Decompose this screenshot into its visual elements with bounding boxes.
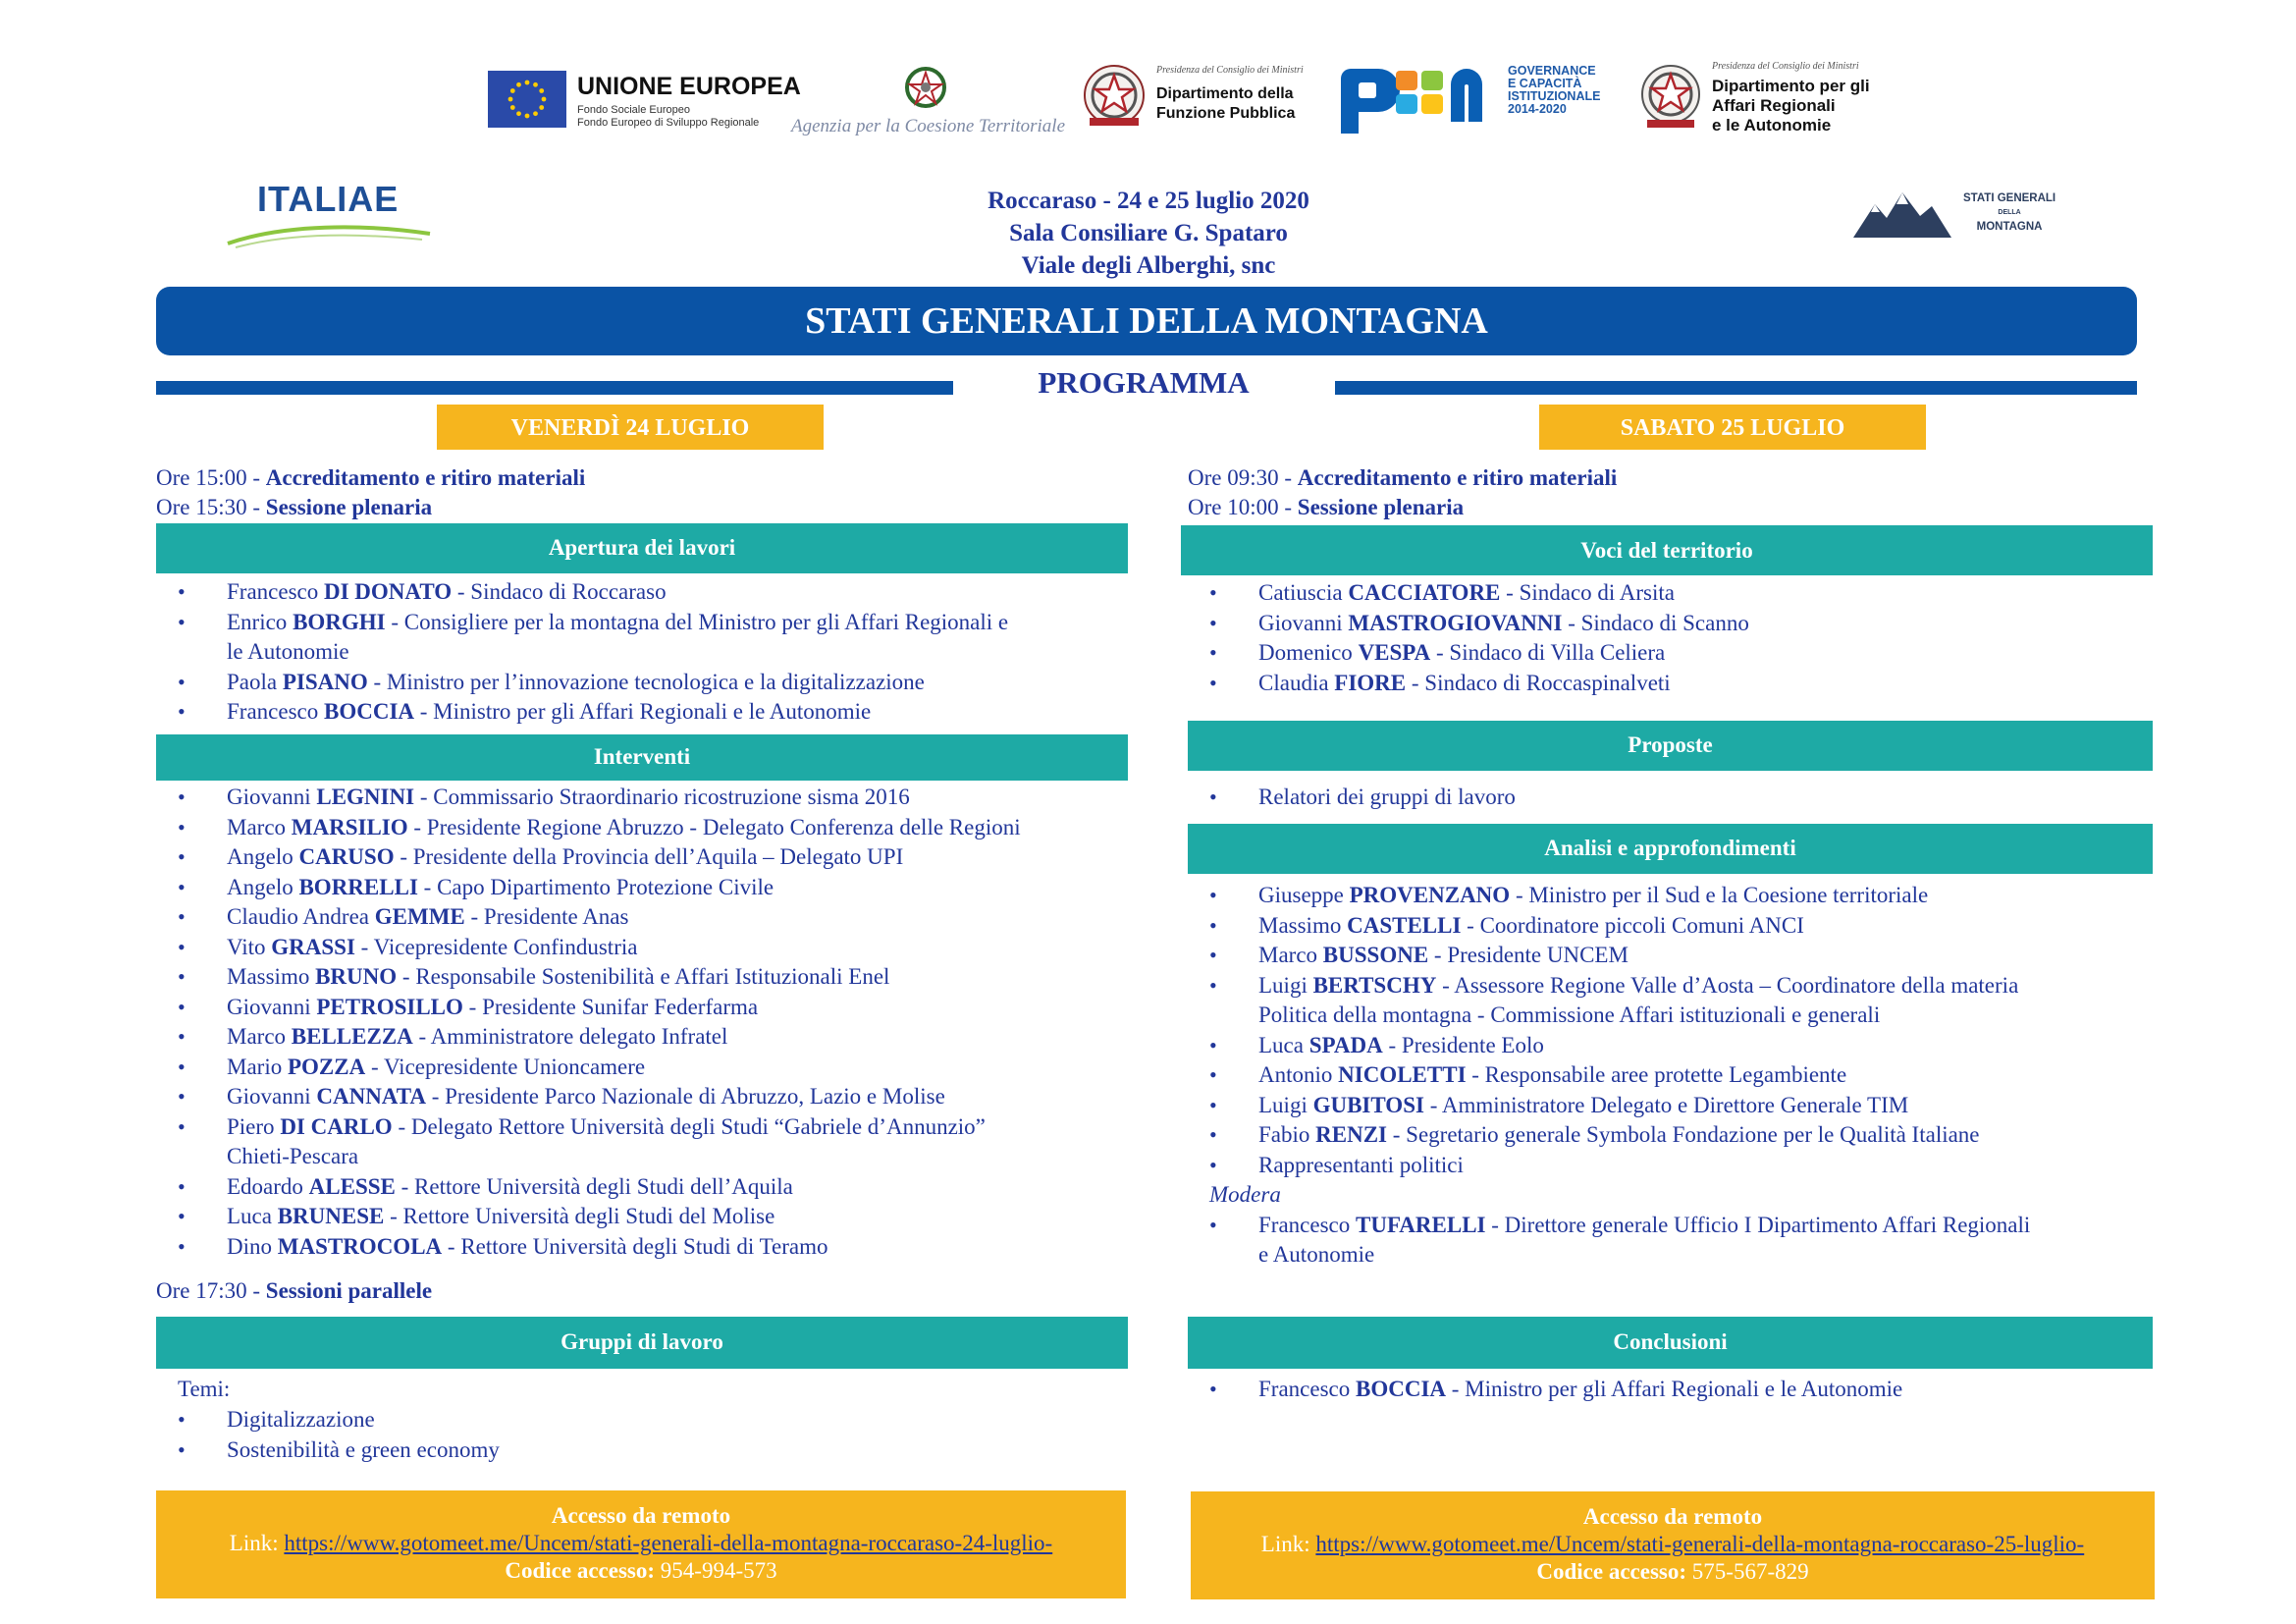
list-item: • Claudia FIORE - Sindaco di Roccaspinalveti — [1188, 669, 2153, 699]
speaker-surname: VESPA — [1358, 640, 1431, 665]
section-interventi: Interventi — [156, 734, 1128, 781]
schedule-line: Ore 15:30 - Sessione plenaria — [156, 495, 433, 519]
mountain-logo-icon — [1853, 187, 1951, 241]
remote-access-title: Accesso da remoto — [1582, 1504, 1763, 1529]
eu-flag-logo — [488, 71, 566, 128]
list-item: • Edoardo ALESSE - Rettore Università degli Studi dell’Aquila — [156, 1172, 1128, 1203]
list-item: • Digitalizzazione — [156, 1405, 1128, 1435]
speaker-list-interventi — [156, 783, 1128, 1262]
programma-heading: PROGRAMMA — [1038, 365, 1250, 400]
schedule-line: Ore 15:00 - Accreditamento e ritiro materiali — [156, 465, 586, 490]
venue-address: Viale degli Alberghi, snc — [1021, 252, 1276, 279]
divider-left — [156, 381, 953, 395]
list-item: • Francesco TUFARELLI - Direttore generale Ufficio I Dipartimento Affari Regionali e Autonomie — [1188, 1211, 2153, 1271]
remote-access-title: Accesso da remoto — [551, 1503, 731, 1528]
list-item: • Catiuscia CACCIATORE - Sindaco di Arsita — [1188, 578, 2153, 609]
list-item: • Francesco BOCCIA - Ministro per gli Affari Regionali e le Autonomie — [156, 697, 1128, 728]
speaker-surname: RENZI — [1315, 1122, 1387, 1147]
dfp-presidenza: Presidenza del Consiglio dei Ministri — [1156, 65, 1304, 76]
modera-label: Modera — [1209, 1182, 1281, 1207]
italiae-swoosh-icon — [226, 210, 432, 249]
montagna-logo-text: STATI GENERALI DELLA MONTAGNA — [1963, 192, 2056, 233]
speaker-surname: GRASSI — [271, 934, 355, 959]
pon-logo — [1335, 65, 1507, 135]
remote-access-box-saturday — [1191, 1491, 2155, 1599]
list-item: • Angelo BORRELLI - Capo Dipartimento Protezione Civile — [156, 873, 1128, 903]
list-item: • Francesco BOCCIA - Ministro per gli Affari Regionali e le Autonomie — [1188, 1375, 2153, 1405]
pon-text: GOVERNANCE E CAPACITÀ ISTITUZIONALE 2014-2020 — [1508, 64, 1601, 116]
eu-subtitle: Fondo Sociale Europeo Fondo Europeo di Sviluppo Regionale — [577, 104, 760, 129]
speaker-surname: GEMME — [374, 904, 465, 929]
day-header-friday: VENERDÌ 24 LUGLIO — [437, 405, 824, 450]
speaker-surname: DI CARLO — [280, 1113, 393, 1139]
list-item: • Enrico BORGHI - Consigliere per la montagna del Ministro per gli Affari Regionali e le Autonomie — [156, 608, 1128, 668]
speaker-surname: BOCCIA — [324, 699, 415, 724]
list-item: • Marco MARSILIO - Presidente Regione Abruzzo - Delegato Conferenza delle Regioni — [156, 813, 1128, 843]
italian-emblem-icon — [901, 61, 950, 114]
schedule-line: Ore 10:00 - Sessione plenaria — [1188, 495, 1465, 519]
speaker-list-analisi — [1188, 881, 2153, 1271]
speaker-surname: BOCCIA — [1356, 1377, 1447, 1401]
speaker-surname: DI DONATO — [324, 579, 453, 604]
list-item: • Dino MASTROCOLA - Rettore Università degli Studi di Teramo — [156, 1232, 1128, 1263]
speaker-surname: BUSSONE — [1322, 943, 1429, 967]
speaker-surname: CANNATA — [316, 1084, 426, 1109]
speaker-surname: FIORE — [1334, 670, 1407, 695]
dfp-title: Dipartimento della Funzione Pubblica — [1156, 85, 1296, 122]
dar-presidenza: Presidenza del Consiglio dei Ministri — [1712, 61, 1859, 72]
divider-right — [1335, 381, 2137, 395]
list-item: • Massimo BRUNO - Responsabile Sostenibilità e Affari Istituzionali Enel — [156, 962, 1128, 993]
list-item: • Domenico VESPA - Sindaco di Villa Celiera — [1188, 638, 2153, 669]
schedule-line: Ore 09:30 - Accreditamento e ritiro materiali — [1188, 465, 1618, 490]
section-conclusioni: Conclusioni — [1188, 1317, 2153, 1369]
access-code-row: Codice accesso: 954-994-573 — [505, 1558, 777, 1583]
section-proposte: Proposte — [1188, 721, 2153, 771]
speaker-surname: BRUNESE — [277, 1204, 385, 1228]
list-item: • Giovanni MASTROGIOVANNI - Sindaco di Scanno — [1188, 609, 2153, 639]
list-item: • Mario POZZA - Vicepresidente Unioncamere — [156, 1053, 1128, 1083]
section-gruppi: Gruppi di lavoro — [156, 1317, 1128, 1369]
venue-block — [883, 185, 1414, 282]
list-item: • Rappresentanti politici — [1188, 1151, 2153, 1181]
list-item: • Luigi GUBITOSI - Amministratore Delegato e Direttore Generale TIM — [1188, 1091, 2153, 1121]
list-item: • Luca BRUNESE - Rettore Università degli Studi del Molise — [156, 1202, 1128, 1232]
list-item: • Relatori dei gruppi di lavoro — [1188, 783, 2153, 813]
speaker-surname: CACCIATORE — [1348, 580, 1501, 605]
remote-access-box-friday — [156, 1490, 1126, 1598]
republic-emblem-icon — [1080, 59, 1148, 132]
speaker-surname: CARUSO — [298, 844, 395, 869]
schedule-line: Ore 17:30 - Sessioni parallele — [156, 1278, 433, 1303]
venue-date: Roccaraso - 24 e 25 luglio 2020 — [988, 188, 1309, 214]
list-item: • Luca SPADA - Presidente Eolo — [1188, 1031, 2153, 1061]
proposte-list — [1188, 783, 2153, 813]
speaker-surname: LEGNINI — [316, 785, 415, 809]
day-header-saturday: SABATO 25 LUGLIO — [1539, 405, 1926, 450]
list-item: • Marco BELLEZZA - Amministratore delegato Infratel — [156, 1022, 1128, 1053]
speaker-surname: TUFARELLI — [1356, 1212, 1486, 1237]
speaker-surname: NICOLETTI — [1338, 1062, 1467, 1087]
list-item: • Paola PISANO - Ministro per l’innovazione tecnologica e la digitalizzazione — [156, 668, 1128, 698]
list-item: • Giovanni PETROSILLO - Presidente Sunifar Federfarma — [156, 993, 1128, 1023]
temi-list — [156, 1405, 1128, 1465]
remote-access-link-row: Link: https://www.gotomeet.me/Uncem/stati-generali-della-montagna-roccaraso-25-luglio- — [1260, 1532, 2085, 1556]
list-item: • Giovanni CANNATA - Presidente Parco Nazionale di Abruzzo, Lazio e Molise — [156, 1082, 1128, 1112]
italiae-logo: ITALIAE — [257, 179, 400, 219]
list-item: • Giovanni LEGNINI - Commissario Straordinario ricostruzione sisma 2016 — [156, 783, 1128, 813]
speaker-surname: ALESSE — [308, 1173, 396, 1199]
speaker-surname: POZZA — [287, 1054, 366, 1079]
speaker-surname: MASTROGIOVANNI — [1348, 610, 1563, 635]
list-item: • Massimo CASTELLI - Coordinatore piccoli Comuni ANCI — [1188, 911, 2153, 942]
eu-title: UNIONE EUROPEA — [577, 73, 801, 100]
speaker-surname: MARSILIO — [291, 814, 408, 839]
speaker-surname: SPADA — [1308, 1032, 1383, 1057]
list-item: • Sostenibilità e green economy — [156, 1435, 1128, 1466]
republic-emblem-icon — [1637, 59, 1704, 134]
list-item: • Giuseppe PROVENZANO - Ministro per il Sud e la Coesione territoriale — [1188, 881, 2153, 911]
remote-access-link-row: Link: https://www.gotomeet.me/Uncem/stati-generali-della-montagna-roccaraso-24-luglio- — [229, 1531, 1053, 1555]
speaker-list-apertura — [156, 577, 1128, 728]
meeting-link[interactable]: https://www.gotomeet.me/Uncem/stati-generali-della-montagna-roccaraso-24-luglio- — [284, 1531, 1053, 1555]
event-title-bar: STATI GENERALI DELLA MONTAGNA — [156, 287, 2137, 355]
dar-title: Dipartimento per gli Affari Regionali e le Autonomie — [1712, 77, 1870, 135]
speaker-surname: PISANO — [282, 669, 368, 694]
section-apertura: Apertura dei lavori — [156, 523, 1128, 573]
speaker-surname: MASTROCOLA — [277, 1233, 443, 1259]
speaker-list-conclusioni — [1188, 1375, 2153, 1405]
list-item: • Antonio NICOLETTI - Responsabile aree protette Legambiente — [1188, 1060, 2153, 1091]
list-item: • Piero DI CARLO - Delegato Rettore Università degli Studi “Gabriele d’Annunzio” Chieti-Pescara — [156, 1112, 1128, 1172]
speaker-surname: BRUNO — [315, 964, 398, 989]
section-voci-territorio: Voci del territorio — [1181, 525, 2153, 575]
list-item: • Claudio Andrea GEMME - Presidente Anas — [156, 902, 1128, 933]
venue-hall: Sala Consiliare G. Spataro — [1009, 220, 1288, 246]
speaker-list-voci — [1188, 578, 2153, 698]
list-item: • Francesco DI DONATO - Sindaco di Roccaraso — [156, 577, 1128, 608]
agenzia-coesione-logo: Agenzia per la Coesione Territoriale — [791, 116, 1066, 136]
speaker-surname: PETROSILLO — [316, 994, 463, 1019]
speaker-surname: BELLEZZA — [291, 1024, 413, 1049]
list-item: • Fabio RENZI - Segretario generale Symbola Fondazione per le Qualità Italiane — [1188, 1120, 2153, 1151]
speaker-surname: BORGHI — [293, 609, 386, 634]
speaker-surname: GUBITOSI — [1312, 1092, 1424, 1117]
speaker-surname: CASTELLI — [1347, 912, 1462, 938]
speaker-surname: PROVENZANO — [1349, 883, 1511, 907]
list-item: • Vito GRASSI - Vicepresidente Confindustria — [156, 933, 1128, 963]
list-item: • Marco BUSSONE - Presidente UNCEM — [1188, 941, 2153, 971]
speaker-surname: BORRELLI — [298, 874, 418, 899]
access-code-row: Codice accesso: 575-567-829 — [1536, 1559, 1809, 1584]
list-item: • Luigi BERTSCHY - Assessore Regione Valle d’Aosta – Coordinatore della materia Politica della montagna - Commissione Affari istituzionali e generali — [1188, 971, 2153, 1031]
temi-label: Temi: — [178, 1377, 231, 1401]
speaker-surname: BERTSCHY — [1312, 972, 1437, 998]
section-analisi: Analisi e approfondimenti — [1188, 824, 2153, 874]
list-item: • Angelo CARUSO - Presidente della Provincia dell’Aquila – Delegato UPI — [156, 842, 1128, 873]
meeting-link[interactable]: https://www.gotomeet.me/Uncem/stati-generali-della-montagna-roccaraso-25-luglio- — [1315, 1532, 2085, 1556]
